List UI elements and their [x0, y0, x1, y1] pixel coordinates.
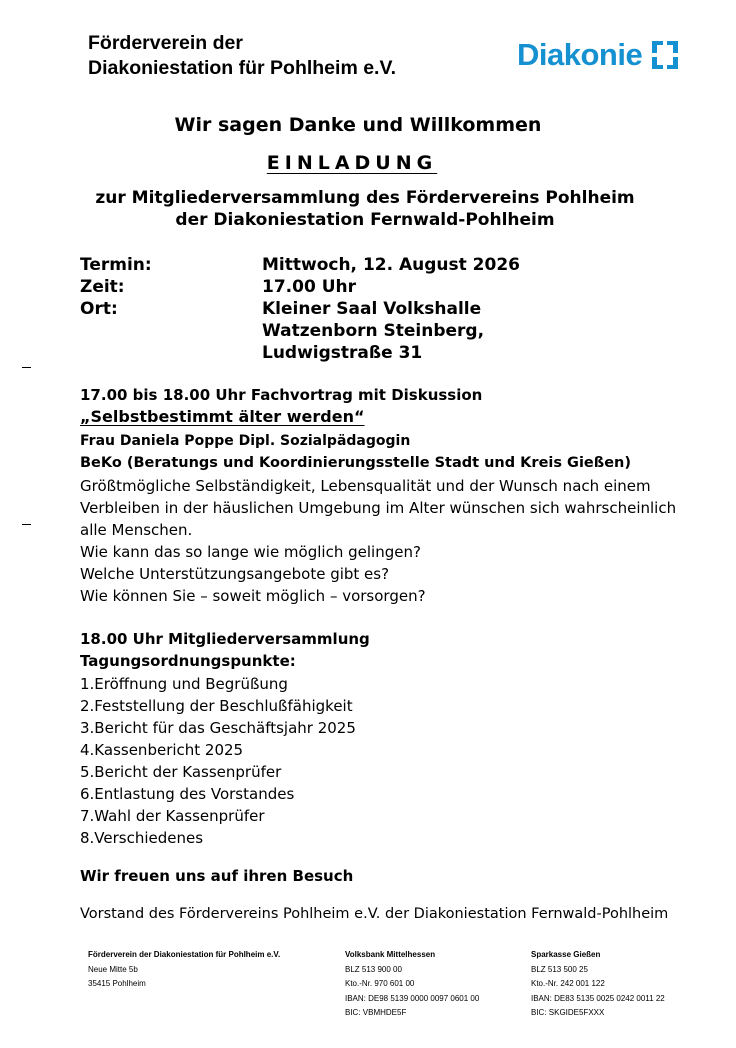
talk-question: Wie kann das so lange wie möglich gelingen?	[80, 543, 421, 561]
address-line-3: Ludwigstraße 31	[262, 343, 423, 363]
detail-value-termin: Mittwoch, 12. August 2026	[262, 255, 520, 275]
agenda-item: 3.Bericht für das Geschäftsjahr 2025	[80, 719, 356, 737]
footer-bank-sparkasse	[531, 948, 665, 1021]
talk-paragraph-line: alle Menschen.	[80, 521, 193, 539]
address-line-2: Watzenborn Steinberg,	[262, 321, 485, 341]
org-line-2: Diakoniestation für Pohlheim e.V.	[88, 57, 397, 79]
subtitle-line-2: der Diakoniestation Fernwald-Pohlheim	[175, 210, 555, 230]
talk-organization: BeKo (Beratungs und Koordinierungsstelle Stadt und Kreis Gießen)	[80, 455, 631, 471]
subtitle-line-1: zur Mitgliederversammlung des Fördervereins Pohlheim	[95, 188, 635, 208]
detail-label-ort: Ort:	[80, 299, 118, 319]
meeting-time: 18.00 Uhr Mitgliederversammlung	[80, 630, 370, 648]
invitation-heading	[0, 152, 704, 174]
footer-address	[88, 948, 280, 992]
detail-value-zeit: 17.00 Uhr	[262, 277, 356, 297]
agenda-item: 2.Feststellung der Beschlußfähigkeit	[80, 697, 353, 715]
footer-account: Kto.-Nr. 242 001 122	[531, 979, 605, 988]
footer-org-name: Förderverein der Diakoniestation für Pohlheim e.V.	[88, 950, 281, 959]
footer-bank-name: Volksbank Mittelhessen	[345, 950, 436, 959]
talk-question: Wie können Sie – soweit möglich – vorsorgen?	[80, 587, 426, 605]
org-line-1: Förderverein der	[88, 32, 243, 54]
detail-value-ort: Kleiner Saal Volkshalle	[262, 299, 482, 319]
signature: Vorstand des Fördervereins Pohlheim e.V. der Diakoniestation Fernwald-Pohlheim	[80, 906, 669, 922]
invitation-heading-text: EINLADUNG	[266, 152, 438, 174]
page-title: Wir sagen Danke und Willkommen	[174, 114, 542, 136]
footer-iban: IBAN: DE83 5135 0025 0242 0011 22	[531, 993, 665, 1003]
footer-bank-volksbank	[345, 948, 479, 1021]
agenda-item: 6.Entlastung des Vorstandes	[80, 785, 295, 803]
talk-question: Welche Unterstützungsangebote gibt es?	[80, 565, 390, 583]
footer-account: Kto.-Nr. 970 601 00	[345, 979, 415, 988]
footer-bic: BIC: VBMHDE5F	[345, 1008, 407, 1017]
talk-topic: „Selbstbestimmt älter werden“	[80, 407, 365, 426]
footer-bank-name: Sparkasse Gießen	[531, 950, 601, 959]
talk-paragraph-line: Verbleiben in der häuslichen Umgebung im Alter wünschen sich wahrscheinlich	[80, 499, 677, 517]
footer-blz: BLZ 513 900 00	[345, 964, 402, 974]
agenda-item: 7.Wahl der Kassenprüfer	[80, 807, 265, 825]
talk-time: 17.00 bis 18.00 Uhr Fachvortrag mit Diskussion	[80, 386, 483, 404]
diakonie-logo	[517, 38, 678, 72]
footer-bic: BIC: SKGIDE5FXXX	[531, 1008, 605, 1017]
footer-city: 35415 Pohlheim	[88, 979, 146, 988]
agenda-item: 8.Verschiedenes	[80, 829, 204, 847]
agenda-item: 5.Bericht der Kassenprüfer	[80, 763, 282, 781]
margin-mark	[22, 524, 31, 525]
detail-label-zeit: Zeit:	[80, 277, 125, 297]
logo-text: Diakonie	[517, 37, 643, 72]
footer-blz: BLZ 513 500 25	[531, 964, 588, 974]
talk-speaker: Frau Daniela Poppe Dipl. Sozialpädagogin	[80, 433, 411, 449]
organization-name	[88, 31, 396, 81]
diakonie-cross-icon	[652, 41, 678, 69]
detail-label-termin: Termin:	[80, 255, 152, 275]
margin-mark	[22, 367, 31, 368]
footer-iban: IBAN: DE98 5139 0000 0097 0601 00	[345, 993, 480, 1003]
talk-paragraph-line: Größtmögliche Selbständigkeit, Lebensqualität und der Wunsch nach einem	[80, 477, 651, 495]
footer-street: Neue Mitte 5b	[88, 964, 138, 974]
agenda-item: 4.Kassenbericht 2025	[80, 741, 244, 759]
agenda-item: 1.Eröffnung und Begrüßung	[80, 675, 288, 693]
closing-text: Wir freuen uns auf ihren Besuch	[80, 867, 354, 885]
agenda-title: Tagungsordnungspunkte:	[80, 652, 296, 670]
